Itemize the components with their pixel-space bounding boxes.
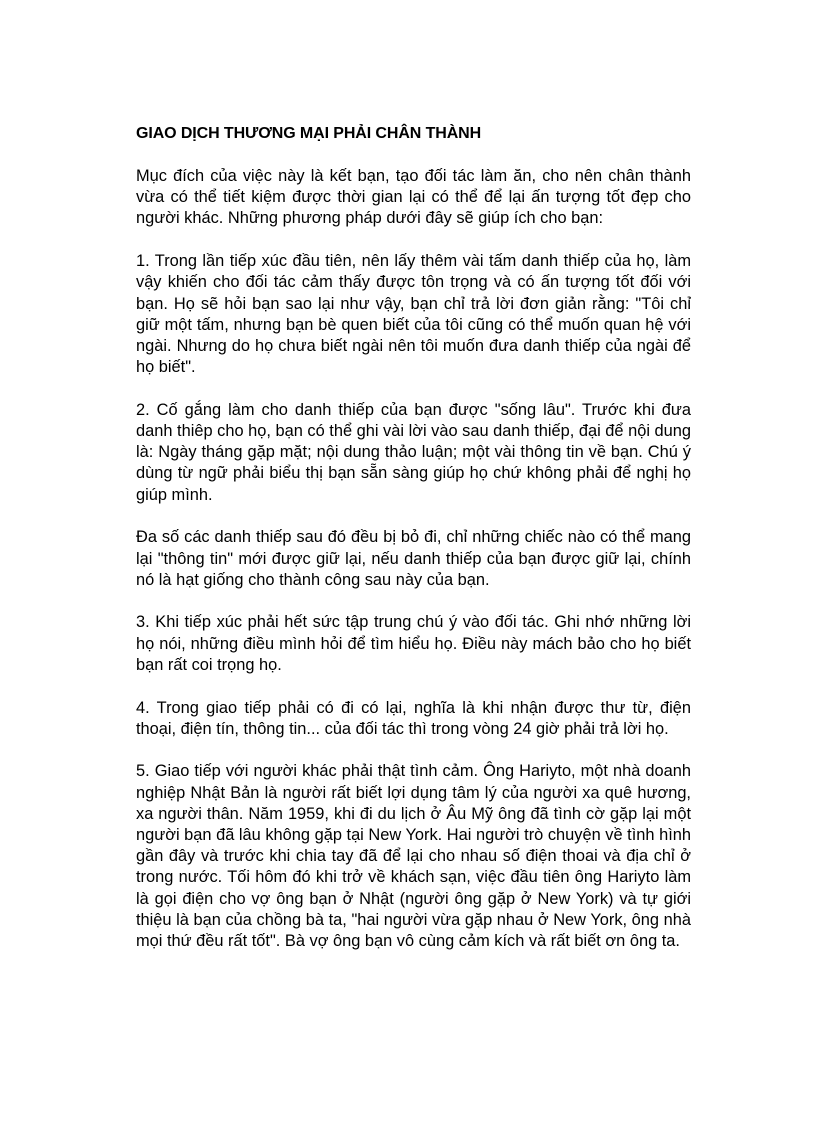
tip-3-paragraph: 3. Khi tiếp xúc phải hết sức tập trung chú ý vào đối tác. Ghi nhớ những lời họ nói, những điều mình hỏi để tìm hiểu họ. Điều này mách bảo cho họ biết bạn rất coi trọng họ.	[136, 613, 691, 674]
tip-4-paragraph: 4. Trong giao tiếp phải có đi có lại, nghĩa là khi nhận được thư từ, điện thoại, điện tín, thông tin... của đối tác thì trong vòng 24 giờ phải trả lời họ.	[136, 698, 691, 738]
tip-2-followup-paragraph: Đa số các danh thiếp sau đó đều bị bỏ đi, chỉ những chiếc nào có thể mang lại "thông tin" mới được giữ lại, nếu danh thiếp của bạn được giữ lại, chính nó là hạt giống cho thành công sau này của bạn.	[136, 528, 691, 589]
tip-1-paragraph: 1. Trong lần tiếp xúc đầu tiên, nên lấy thêm vài tấm danh thiếp của họ, làm vậy khiến cho đối tác cảm thấy được tôn trọng và có ấn tượng tốt đối với bạn. Họ sẽ hỏi bạn sao lại như vậy, bạn chỉ trả lời đơn giản rằng: "Tôi chỉ giữ một tấm, nhưng bạn bè quen biết của tôi cũng có thể muốn quan hệ với ngài. Nhưng do họ chưa biết ngài nên tôi muốn đưa danh thiếp của ngài để họ biết".	[136, 252, 691, 377]
document-page	[136, 124, 691, 974]
tip-2-paragraph: 2. Cố gắng làm cho danh thiếp của bạn được "sống lâu". Trước khi đưa danh thiêp cho họ, bạn có thể ghi vài lời vào sau danh thiếp, đại để nội dung là: Ngày tháng gặp mặt; nội dung thảo luận; một vài thông tin về bạn. Chú ý dùng từ ngữ phải biểu thị bạn sẵn sàng giúp họ chứ không phải để nghị họ giúp mình.	[136, 400, 691, 504]
tip-5-paragraph: 5. Giao tiếp với người khác phải thật tình cảm. Ông Hariyto, một nhà doanh nghiệp Nhật Bản là người rất biết lợi dụng tâm lý của người xa quê hương, xa người thân. Năm 1959, khi đi du lịch ở Âu Mỹ ông đã tình cờ gặp lại một người bạn đã lâu không gặp tại New York. Hai người trò chuyện về tình hình gần đây và trước khi chia tay đã để lại cho nhau số điện thoai và địa chỉ ở trong nước. Tối hôm đó khi trở về khách sạn, việc đầu tiên ông Hariyto làm là gọi điện cho vợ ông bạn ở Nhật (người ông gặp ở New York) và tự giới thiệu là bạn của chồng bà ta, "hai người vừa gặp nhau ở New York, ông nhà mọi thứ đều rất tốt". Bà vợ ông bạn vô cùng cảm kích và rất biết ơn ông ta.	[136, 762, 691, 951]
intro-paragraph: Mục đích của việc này là kết bạn, tạo đối tác làm ăn, cho nên chân thành vừa có thể tiết kiệm được thời gian lại có thể để lại ấn tượng tốt đẹp cho người khác. Những phương pháp dưới đây sẽ giúp ích cho bạn:	[136, 167, 691, 228]
document-title: GIAO DỊCH THƯƠNG MẠI PHẢI CHÂN THÀNH	[136, 125, 482, 142]
